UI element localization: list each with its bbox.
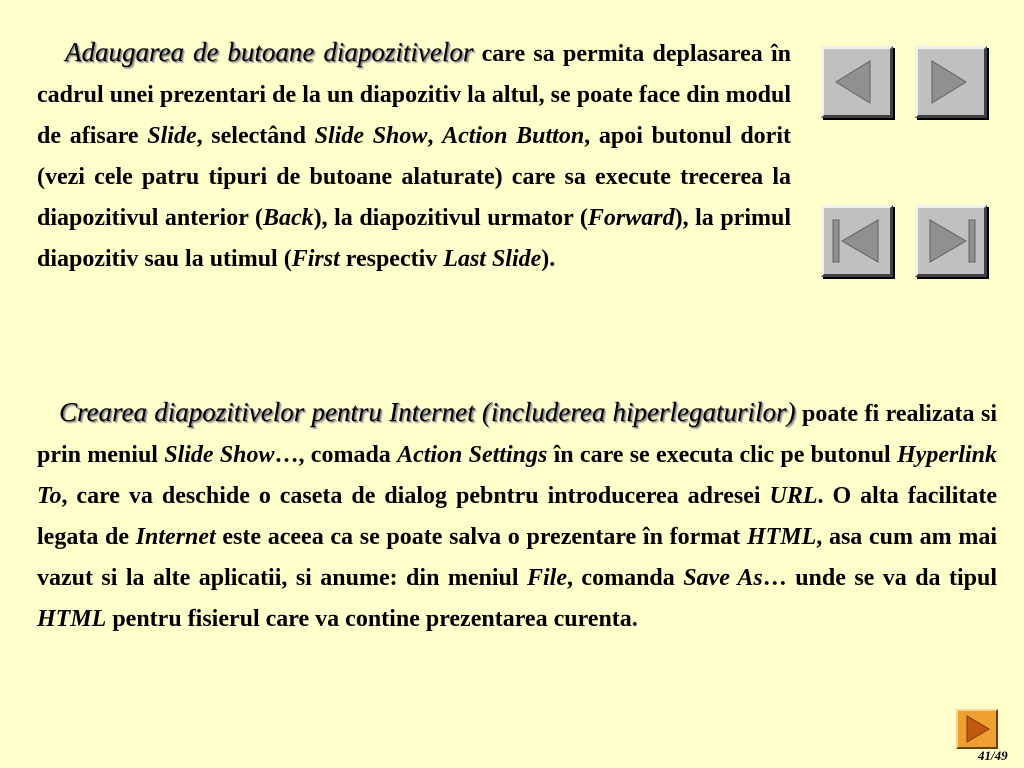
- paragraph-internet-slides: [37, 392, 997, 640]
- italic-term: HTML: [37, 606, 107, 632]
- text-run: , care va deschide o caseta de dialog pebntru introducerea adresei: [61, 483, 770, 509]
- italic-term: Slide Show: [164, 442, 275, 468]
- text-run: care sa permita deplasarea în cadrul unei prezentari de la un diapozitiv la altul, se poate face din modul de afisare: [37, 41, 791, 149]
- text-run: ), la diapozitivul urmator (: [313, 205, 588, 231]
- italic-term: Last Slide: [443, 246, 542, 272]
- text-run: este aceea ca se poate salva o prezentare în format: [215, 524, 747, 550]
- back-button[interactable]: [821, 46, 893, 118]
- text-run: poate fi realizata si prin meniul: [37, 401, 997, 468]
- text-run: , asa cum am mai vazut si la alte aplicatii, si anume: din meniul: [37, 524, 998, 591]
- text-run: …, comada: [274, 442, 398, 468]
- text-run: , comanda: [566, 565, 684, 591]
- italic-term: Action Button: [442, 123, 585, 149]
- section-heading-action-buttons: Adaugarea de butoane diapozitivelor: [65, 37, 474, 67]
- italic-term: Forward: [587, 205, 675, 231]
- italic-term: Slide: [147, 123, 197, 149]
- forward-button[interactable]: [915, 46, 987, 118]
- text-run: ,: [427, 123, 443, 149]
- italic-term: Action Settings: [397, 442, 548, 468]
- text-run: pentru fisierul care va contine prezentarea curenta.: [106, 606, 638, 632]
- text-run: , apoi butonul dorit (vezi cele patru tipuri de butoane alaturate) care sa execute trecerea la diapozitivul anterior (: [37, 123, 791, 231]
- next-slide-arrow-icon: [958, 711, 996, 747]
- text-run: , selectând: [196, 123, 315, 149]
- first-slide-button[interactable]: [821, 205, 893, 277]
- page-counter: 41/49: [978, 748, 1008, 763]
- italic-term: First: [291, 246, 340, 272]
- italic-term: URL: [769, 483, 818, 509]
- text-run: respectiv: [339, 246, 444, 272]
- text-run: … unde se va da tipul: [762, 565, 998, 591]
- paragraph-action-buttons: [37, 32, 791, 280]
- forward-arrow-icon: [918, 49, 984, 115]
- first-slide-icon: [824, 208, 890, 274]
- text-run: în care se executa clic pe butonul: [547, 442, 897, 468]
- italic-term: Internet: [135, 524, 216, 550]
- italic-term: File: [526, 565, 567, 591]
- text-run: . O alta facilitate legata de: [37, 483, 997, 550]
- text-run: ), la primul diapozitiv sau la utimul (: [37, 205, 792, 272]
- section-heading-internet: Crearea diapozitivelor pentru Internet (includerea hiperlegaturilor): [59, 397, 796, 427]
- back-arrow-icon: [824, 49, 890, 115]
- italic-term: Back: [262, 205, 314, 231]
- last-slide-button[interactable]: [915, 205, 987, 277]
- italic-term: Save As: [683, 565, 763, 591]
- next-slide-button[interactable]: [956, 709, 998, 749]
- last-slide-icon: [918, 208, 984, 274]
- italic-term: Slide Show: [314, 123, 428, 149]
- italic-term: Hyperlink To: [37, 442, 997, 509]
- italic-term: HTML: [746, 524, 817, 550]
- text-run: ).: [541, 246, 556, 272]
